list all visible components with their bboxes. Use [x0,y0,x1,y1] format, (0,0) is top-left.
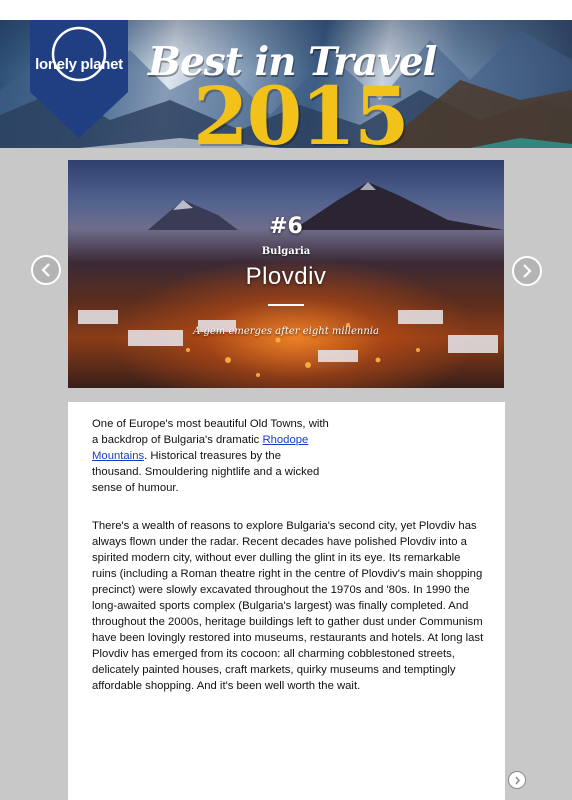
article-card [68,402,505,800]
chevron-left-icon [40,263,52,277]
next-page-button[interactable] [508,771,526,789]
intro-text-after: . Historical treasures by the thousand. Smouldering nightlife and a wicked sense of humour. [92,450,320,494]
best-in-travel-banner [0,20,572,148]
chevron-right-icon [514,776,521,785]
destination-rank: #6 [269,214,303,239]
destination-city: Plovdiv [245,263,327,290]
previous-slide-button[interactable] [31,255,61,285]
title-divider [268,304,304,306]
hero-slide [68,160,504,388]
article-intro [92,416,332,496]
rhodope-mountains-link[interactable]: Rhodope Mountains [92,434,309,462]
next-slide-button[interactable] [512,256,542,286]
brand-logo-text[interactable]: lonely planet [35,56,123,73]
lonely-planet-badge [30,20,128,138]
article-body: There's a wealth of reasons to explore Bulgaria's second city, yet Plovdiv has always flown under the radar. Recent decades have polished Plovdiv into a spirited modern city, without ever dulling the glint in its eye. Its remarkable ruins (including a Roman theatre right in the centre of Plovdiv's main shopping precinct) were slowly excavated throughout the 1970s and '80s. In 1990 the long-awaited sports complex (Bulgaria's largest) was finally completed. And throughout the 2000s, heritage buildings left to gather dust under Communism have been lovingly restored into museums, restaurants and hotels. At long last Plovdiv has emerged from its cocoon: all charming cobblestoned streets, delicately painted houses, craft markets, quirky museums and temptingly affordable shopping. And it's been well worth the wait. [92,520,484,692]
banner-year: 2015 [193,69,408,148]
banner-title: Best in Travel [148,39,437,85]
destination-tagline: A gem emerges after eight millennia [193,326,379,337]
chevron-right-icon [521,264,533,278]
intro-text-before: One of Europe's most beautiful Old Towns, with a backdrop of Bulgaria's dramatic [92,418,329,446]
destination-country: Bulgaria [261,246,311,257]
